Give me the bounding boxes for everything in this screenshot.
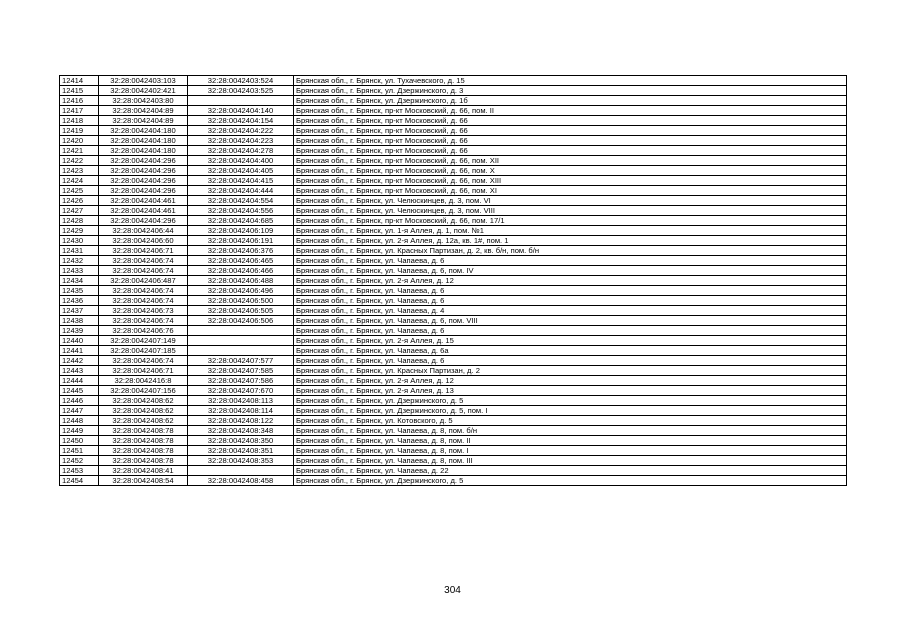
address-cell: Брянская обл., г. Брянск, пр-кт Московский, д. 66, пом. X — [294, 166, 847, 176]
row-number-cell: 12424 — [60, 176, 99, 186]
address-cell: Брянская обл., г. Брянск, ул. Дзержинского, д. 5, пом. I — [294, 406, 847, 416]
address-cell: Брянская обл., г. Брянск, ул. Чапаева, д. 8, пом. б/н — [294, 426, 847, 436]
address-cell: Брянская обл., г. Брянск, ул. Дзержинского, д. 3 — [294, 86, 847, 96]
parcel-cadastral-number-cell: 32:28:0042408:78 — [99, 446, 188, 456]
parcel-cadastral-number-cell: 32:28:0042408:62 — [99, 406, 188, 416]
parcel-cadastral-number-cell: 32:28:0042408:54 — [99, 476, 188, 486]
object-cadastral-number-cell: 32:28:0042404:554 — [188, 196, 294, 206]
row-number-cell: 12415 — [60, 86, 99, 96]
address-cell: Брянская обл., г. Брянск, пр-кт Московский, д. 66, пом. XIII — [294, 176, 847, 186]
table-row — [60, 416, 847, 426]
row-number-cell: 12431 — [60, 246, 99, 256]
table-row — [60, 436, 847, 446]
row-number-cell: 12427 — [60, 206, 99, 216]
table-row — [60, 136, 847, 146]
object-cadastral-number-cell: 32:28:0042406:506 — [188, 316, 294, 326]
row-number-cell: 12452 — [60, 456, 99, 466]
object-cadastral-number-cell — [188, 466, 294, 476]
row-number-cell: 12436 — [60, 296, 99, 306]
row-number-cell: 12423 — [60, 166, 99, 176]
row-number-cell: 12441 — [60, 346, 99, 356]
table-row — [60, 146, 847, 156]
address-cell: Брянская обл., г. Брянск, ул. Чапаева, д. 6 — [294, 356, 847, 366]
address-cell: Брянская обл., г. Брянск, ул. Дзержинского, д. 1б — [294, 96, 847, 106]
table-row — [60, 176, 847, 186]
parcel-cadastral-number-cell: 32:28:0042406:487 — [99, 276, 188, 286]
object-cadastral-number-cell: 32:28:0042404:223 — [188, 136, 294, 146]
row-number-cell: 12420 — [60, 136, 99, 146]
parcel-cadastral-number-cell: 32:28:0042404:296 — [99, 156, 188, 166]
object-cadastral-number-cell: 32:28:0042408:353 — [188, 456, 294, 466]
address-cell: Брянская обл., г. Брянск, ул. Дзержинского, д. 5 — [294, 476, 847, 486]
table-row — [60, 266, 847, 276]
table-row — [60, 426, 847, 436]
row-number-cell: 12432 — [60, 256, 99, 266]
object-cadastral-number-cell: 32:28:0042404:154 — [188, 116, 294, 126]
parcel-cadastral-number-cell: 32:28:0042408:78 — [99, 436, 188, 446]
parcel-cadastral-number-cell: 32:28:0042404:89 — [99, 116, 188, 126]
object-cadastral-number-cell: 32:28:0042404:400 — [188, 156, 294, 166]
parcel-cadastral-number-cell: 32:28:0042406:74 — [99, 316, 188, 326]
object-cadastral-number-cell: 32:28:0042406:500 — [188, 296, 294, 306]
parcel-cadastral-number-cell: 32:28:0042408:62 — [99, 396, 188, 406]
table-row — [60, 476, 847, 486]
object-cadastral-number-cell: 32:28:0042404:685 — [188, 216, 294, 226]
address-cell: Брянская обл., г. Брянск, пр-кт Московский, д. 66 — [294, 136, 847, 146]
parcel-cadastral-number-cell: 32:28:0042408:78 — [99, 426, 188, 436]
row-number-cell: 12421 — [60, 146, 99, 156]
parcel-cadastral-number-cell: 32:28:0042404:296 — [99, 166, 188, 176]
row-number-cell: 12418 — [60, 116, 99, 126]
address-cell: Брянская обл., г. Брянск, ул. Дзержинского, д. 5 — [294, 396, 847, 406]
table-row — [60, 466, 847, 476]
address-cell: Брянская обл., г. Брянск, ул. Челюскинцев, д. 3, пом. VIII — [294, 206, 847, 216]
table-row — [60, 346, 847, 356]
object-cadastral-number-cell: 32:28:0042406:496 — [188, 286, 294, 296]
object-cadastral-number-cell: 32:28:0042404:278 — [188, 146, 294, 156]
object-cadastral-number-cell: 32:28:0042406:191 — [188, 236, 294, 246]
table-row — [60, 186, 847, 196]
cadastral-table — [59, 75, 847, 486]
table-row — [60, 406, 847, 416]
row-number-cell: 12434 — [60, 276, 99, 286]
parcel-cadastral-number-cell: 32:28:0042408:62 — [99, 416, 188, 426]
parcel-cadastral-number-cell: 32:28:0042406:74 — [99, 286, 188, 296]
parcel-cadastral-number-cell: 32:28:0042404:89 — [99, 106, 188, 116]
parcel-cadastral-number-cell: 32:28:0042408:78 — [99, 456, 188, 466]
object-cadastral-number-cell: 32:28:0042404:222 — [188, 126, 294, 136]
address-cell: Брянская обл., г. Брянск, ул. Котовского, д. 5 — [294, 416, 847, 426]
table-row — [60, 256, 847, 266]
parcel-cadastral-number-cell: 32:28:0042407:156 — [99, 386, 188, 396]
row-number-cell: 12453 — [60, 466, 99, 476]
address-cell: Брянская обл., г. Брянск, пр-кт Московский, д. 66 — [294, 116, 847, 126]
address-cell: Брянская обл., г. Брянск, ул. Чапаева, д. 8, пом. II — [294, 436, 847, 446]
table-row — [60, 216, 847, 226]
object-cadastral-number-cell: 32:28:0042408:350 — [188, 436, 294, 446]
row-number-cell: 12451 — [60, 446, 99, 456]
parcel-cadastral-number-cell: 32:28:0042406:71 — [99, 246, 188, 256]
table-row — [60, 356, 847, 366]
object-cadastral-number-cell: 32:28:0042408:114 — [188, 406, 294, 416]
address-cell: Брянская обл., г. Брянск, ул. Чапаева, д. 6, пом. VIII — [294, 316, 847, 326]
address-cell: Брянская обл., г. Брянск, ул. Красных Партизан, д. 2, кв. б/н, пом. б/н — [294, 246, 847, 256]
address-cell: Брянская обл., г. Брянск, ул. Чапаева, д. 6а — [294, 346, 847, 356]
row-number-cell: 12430 — [60, 236, 99, 246]
row-number-cell: 12425 — [60, 186, 99, 196]
address-cell: Брянская обл., г. Брянск, ул. Чапаева, д. 6 — [294, 256, 847, 266]
parcel-cadastral-number-cell: 32:28:0042404:296 — [99, 216, 188, 226]
table-row — [60, 206, 847, 216]
table-row — [60, 316, 847, 326]
table-row — [60, 96, 847, 106]
object-cadastral-number-cell — [188, 336, 294, 346]
object-cadastral-number-cell: 32:28:0042404:556 — [188, 206, 294, 216]
object-cadastral-number-cell: 32:28:0042403:525 — [188, 86, 294, 96]
row-number-cell: 12426 — [60, 196, 99, 206]
object-cadastral-number-cell: 32:28:0042408:113 — [188, 396, 294, 406]
row-number-cell: 12440 — [60, 336, 99, 346]
table-row — [60, 366, 847, 376]
object-cadastral-number-cell: 32:28:0042406:505 — [188, 306, 294, 316]
address-cell: Брянская обл., г. Брянск, пр-кт Московский, д. 66, пом. 17/1 — [294, 216, 847, 226]
parcel-cadastral-number-cell: 32:28:0042404:180 — [99, 126, 188, 136]
row-number-cell: 12419 — [60, 126, 99, 136]
table-row — [60, 106, 847, 116]
address-cell: Брянская обл., г. Брянск, ул. Чапаева, д. 8, пом. I — [294, 446, 847, 456]
row-number-cell: 12429 — [60, 226, 99, 236]
row-number-cell: 12433 — [60, 266, 99, 276]
address-cell: Брянская обл., г. Брянск, ул. Чапаева, д. 6 — [294, 286, 847, 296]
row-number-cell: 12414 — [60, 76, 99, 86]
object-cadastral-number-cell: 32:28:0042403:524 — [188, 76, 294, 86]
table-row — [60, 386, 847, 396]
parcel-cadastral-number-cell: 32:28:0042404:180 — [99, 146, 188, 156]
table-row — [60, 246, 847, 256]
address-cell: Брянская обл., г. Брянск, пр-кт Московский, д. 66 — [294, 126, 847, 136]
table-row — [60, 286, 847, 296]
parcel-cadastral-number-cell: 32:28:0042406:73 — [99, 306, 188, 316]
address-cell: Брянская обл., г. Брянск, пр-кт Московский, д. 66, пом. XII — [294, 156, 847, 166]
parcel-cadastral-number-cell: 32:28:0042404:461 — [99, 196, 188, 206]
address-cell: Брянская обл., г. Брянск, ул. Чапаева, д. 6 — [294, 296, 847, 306]
table-body — [60, 76, 847, 486]
object-cadastral-number-cell: 32:28:0042406:376 — [188, 246, 294, 256]
parcel-cadastral-number-cell: 32:28:0042402:421 — [99, 86, 188, 96]
parcel-cadastral-number-cell: 32:28:0042416:8 — [99, 376, 188, 386]
table-row — [60, 166, 847, 176]
table-row — [60, 196, 847, 206]
parcel-cadastral-number-cell: 32:28:0042403:80 — [99, 96, 188, 106]
parcel-cadastral-number-cell: 32:28:0042406:74 — [99, 296, 188, 306]
parcel-cadastral-number-cell: 32:28:0042408:41 — [99, 466, 188, 476]
parcel-cadastral-number-cell: 32:28:0042404:461 — [99, 206, 188, 216]
object-cadastral-number-cell: 32:28:0042406:466 — [188, 266, 294, 276]
address-cell: Брянская обл., г. Брянск, ул. Чапаева, д. 22 — [294, 466, 847, 476]
table-row — [60, 296, 847, 306]
table-row — [60, 336, 847, 346]
table-row — [60, 76, 847, 86]
object-cadastral-number-cell: 32:28:0042408:348 — [188, 426, 294, 436]
object-cadastral-number-cell: 32:28:0042407:577 — [188, 356, 294, 366]
row-number-cell: 12446 — [60, 396, 99, 406]
address-cell: Брянская обл., г. Брянск, ул. Тухачевского, д. 15 — [294, 76, 847, 86]
table-row — [60, 236, 847, 246]
table-row — [60, 116, 847, 126]
table-row — [60, 86, 847, 96]
parcel-cadastral-number-cell: 32:28:0042407:185 — [99, 346, 188, 356]
parcel-cadastral-number-cell: 32:28:0042403:103 — [99, 76, 188, 86]
address-cell: Брянская обл., г. Брянск, ул. Чапаева, д. 4 — [294, 306, 847, 316]
address-cell: Брянская обл., г. Брянск, ул. 2-я Аллея, д. 12 — [294, 376, 847, 386]
address-cell: Брянская обл., г. Брянск, ул. Чапаева, д. 6 — [294, 326, 847, 336]
object-cadastral-number-cell — [188, 96, 294, 106]
row-number-cell: 12428 — [60, 216, 99, 226]
object-cadastral-number-cell: 32:28:0042404:444 — [188, 186, 294, 196]
address-cell: Брянская обл., г. Брянск, ул. Чапаева, д. 6, пом. IV — [294, 266, 847, 276]
object-cadastral-number-cell: 32:28:0042407:586 — [188, 376, 294, 386]
row-number-cell: 12437 — [60, 306, 99, 316]
table-row — [60, 446, 847, 456]
parcel-cadastral-number-cell: 32:28:0042407:149 — [99, 336, 188, 346]
row-number-cell: 12454 — [60, 476, 99, 486]
table-row — [60, 156, 847, 166]
row-number-cell: 12445 — [60, 386, 99, 396]
parcel-cadastral-number-cell: 32:28:0042404:296 — [99, 176, 188, 186]
table-row — [60, 396, 847, 406]
parcel-cadastral-number-cell: 32:28:0042406:74 — [99, 356, 188, 366]
row-number-cell: 12447 — [60, 406, 99, 416]
row-number-cell: 12450 — [60, 436, 99, 446]
address-cell: Брянская обл., г. Брянск, ул. Чапаева, д. 8, пом. III — [294, 456, 847, 466]
object-cadastral-number-cell: 32:28:0042408:351 — [188, 446, 294, 456]
address-cell: Брянская обл., г. Брянск, ул. Челюскинцев, д. 3, пом. VI — [294, 196, 847, 206]
table-row — [60, 126, 847, 136]
row-number-cell: 12444 — [60, 376, 99, 386]
row-number-cell: 12416 — [60, 96, 99, 106]
row-number-cell: 12438 — [60, 316, 99, 326]
object-cadastral-number-cell — [188, 326, 294, 336]
table-row — [60, 226, 847, 236]
parcel-cadastral-number-cell: 32:28:0042406:44 — [99, 226, 188, 236]
object-cadastral-number-cell: 32:28:0042407:670 — [188, 386, 294, 396]
address-cell: Брянская обл., г. Брянск, пр-кт Московский, д. 66 — [294, 146, 847, 156]
object-cadastral-number-cell: 32:28:0042404:415 — [188, 176, 294, 186]
object-cadastral-number-cell: 32:28:0042408:458 — [188, 476, 294, 486]
table-row — [60, 376, 847, 386]
object-cadastral-number-cell: 32:28:0042408:122 — [188, 416, 294, 426]
row-number-cell: 12448 — [60, 416, 99, 426]
parcel-cadastral-number-cell: 32:28:0042404:296 — [99, 186, 188, 196]
address-cell: Брянская обл., г. Брянск, ул. 2-я Аллея, д. 12а, кв. 1#, пом. 1 — [294, 236, 847, 246]
object-cadastral-number-cell: 32:28:0042404:405 — [188, 166, 294, 176]
row-number-cell: 12449 — [60, 426, 99, 436]
parcel-cadastral-number-cell: 32:28:0042404:180 — [99, 136, 188, 146]
object-cadastral-number-cell: 32:28:0042406:465 — [188, 256, 294, 266]
address-cell: Брянская обл., г. Брянск, ул. 2-я Аллея, д. 15 — [294, 336, 847, 346]
address-cell: Брянская обл., г. Брянск, ул. 2-я Аллея, д. 12 — [294, 276, 847, 286]
address-cell: Брянская обл., г. Брянск, ул. 2-я Аллея, д. 13 — [294, 386, 847, 396]
object-cadastral-number-cell: 32:28:0042406:488 — [188, 276, 294, 286]
object-cadastral-number-cell: 32:28:0042407:585 — [188, 366, 294, 376]
page-number: 304 — [444, 585, 461, 596]
table-row — [60, 276, 847, 286]
row-number-cell: 12435 — [60, 286, 99, 296]
parcel-cadastral-number-cell: 32:28:0042406:74 — [99, 266, 188, 276]
address-cell: Брянская обл., г. Брянск, ул. Красных Партизан, д. 2 — [294, 366, 847, 376]
row-number-cell: 12439 — [60, 326, 99, 336]
object-cadastral-number-cell: 32:28:0042404:140 — [188, 106, 294, 116]
row-number-cell: 12417 — [60, 106, 99, 116]
address-cell: Брянская обл., г. Брянск, пр-кт Московский, д. 66, пом. XI — [294, 186, 847, 196]
table-row — [60, 326, 847, 336]
object-cadastral-number-cell: 32:28:0042406:109 — [188, 226, 294, 236]
row-number-cell: 12443 — [60, 366, 99, 376]
address-cell: Брянская обл., г. Брянск, пр-кт Московский, д. 66, пом. II — [294, 106, 847, 116]
table-row — [60, 456, 847, 466]
parcel-cadastral-number-cell: 32:28:0042406:71 — [99, 366, 188, 376]
table-row — [60, 306, 847, 316]
row-number-cell: 12442 — [60, 356, 99, 366]
object-cadastral-number-cell — [188, 346, 294, 356]
row-number-cell: 12422 — [60, 156, 99, 166]
address-cell: Брянская обл., г. Брянск, ул. 1-я Аллея, д. 1, пом. №1 — [294, 226, 847, 236]
parcel-cadastral-number-cell: 32:28:0042406:60 — [99, 236, 188, 246]
parcel-cadastral-number-cell: 32:28:0042406:74 — [99, 256, 188, 266]
parcel-cadastral-number-cell: 32:28:0042406:76 — [99, 326, 188, 336]
